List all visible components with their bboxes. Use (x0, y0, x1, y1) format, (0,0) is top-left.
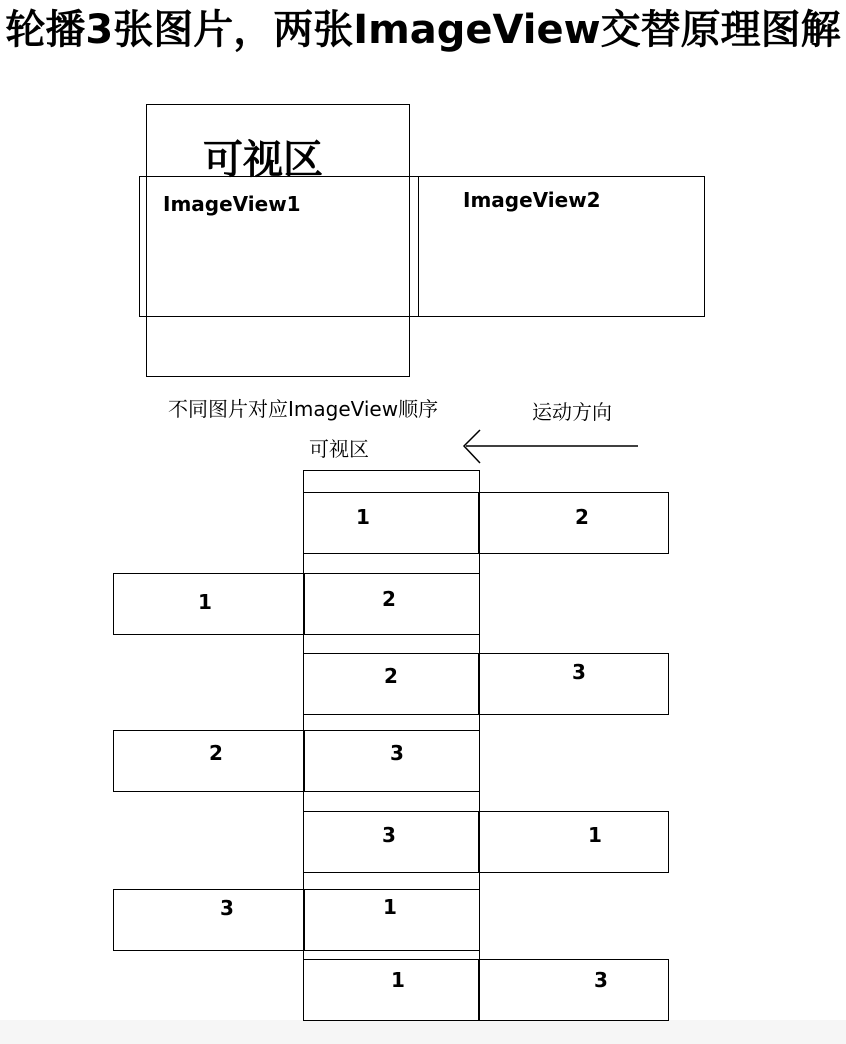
row-1-left-number: 1 (356, 505, 370, 529)
row-5-right-number: 1 (588, 823, 602, 847)
row-5-left-number: 3 (382, 823, 396, 847)
row-4-right-number: 3 (390, 741, 404, 765)
order-label: 不同图片对应ImageView顺序 (168, 397, 439, 421)
viewport-label-small: 可视区 (309, 437, 369, 461)
row-6-left-cell (113, 889, 305, 951)
diagram-title (0, 4, 846, 56)
imageview2-label: ImageView2 (463, 188, 601, 212)
row-1-right-number: 2 (575, 505, 589, 529)
row-3-left-number: 2 (384, 664, 398, 688)
row-5-right-cell (478, 811, 669, 873)
bottom-strip (0, 1020, 846, 1044)
direction-arrow-icon (455, 425, 645, 465)
row-6-left-number: 3 (220, 896, 234, 920)
row-2-right-number: 2 (382, 587, 396, 611)
viewport-label-large: 可视区 (203, 137, 323, 183)
row-7-right-cell (478, 959, 669, 1021)
row-3-right-number: 3 (572, 660, 586, 684)
row-2-left-number: 1 (198, 590, 212, 614)
row-7-right-number: 3 (594, 968, 608, 992)
row-7-left-number: 1 (391, 968, 405, 992)
row-4-left-number: 2 (209, 741, 223, 765)
row-1-left-cell (303, 492, 480, 554)
title-text: 轮播3张图片，两张ImageView交替原理图解 (5, 7, 841, 53)
imageview1-label: ImageView1 (163, 192, 301, 216)
direction-label: 运动方向 (532, 400, 612, 424)
row-6-right-number: 1 (383, 895, 397, 919)
